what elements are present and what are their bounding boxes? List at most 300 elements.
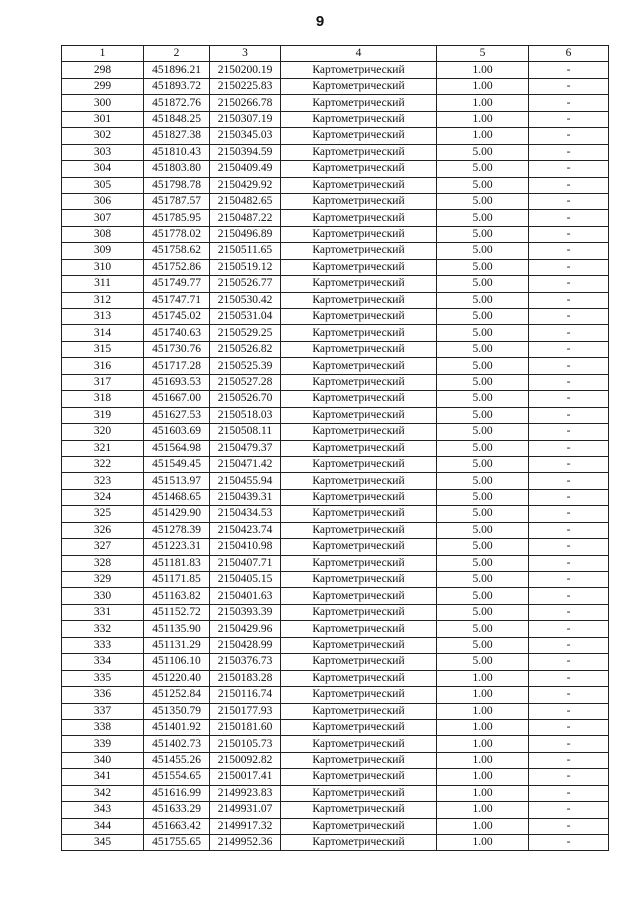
table-row	[62, 276, 609, 292]
point-number-cell: 311	[62, 276, 144, 292]
point-number-cell: 327	[62, 539, 144, 555]
y-coordinate-cell: 2150307.19	[210, 111, 281, 127]
method-cell: Картометрический	[281, 358, 437, 374]
accuracy-cell: 5.00	[437, 539, 529, 555]
method-cell: Картометрический	[281, 835, 437, 851]
note-cell: -	[529, 424, 609, 440]
accuracy-cell: 1.00	[437, 835, 529, 851]
y-coordinate-cell: 2150092.82	[210, 752, 281, 768]
y-coordinate-cell: 2150519.12	[210, 259, 281, 275]
table-row	[62, 292, 609, 308]
accuracy-cell: 5.00	[437, 259, 529, 275]
accuracy-cell: 5.00	[437, 555, 529, 571]
note-cell: -	[529, 259, 609, 275]
point-number-cell: 337	[62, 703, 144, 719]
point-number-cell: 312	[62, 292, 144, 308]
x-coordinate-cell: 451787.57	[144, 193, 210, 209]
method-cell: Картометрический	[281, 226, 437, 242]
method-cell: Картометрический	[281, 78, 437, 94]
note-cell: -	[529, 637, 609, 653]
note-cell: -	[529, 292, 609, 308]
accuracy-cell: 5.00	[437, 621, 529, 637]
accuracy-cell: 5.00	[437, 177, 529, 193]
method-cell: Картометрический	[281, 736, 437, 752]
accuracy-cell: 1.00	[437, 752, 529, 768]
x-coordinate-cell: 451603.69	[144, 424, 210, 440]
method-cell: Картометрический	[281, 719, 437, 735]
note-cell: -	[529, 473, 609, 489]
method-cell: Картометрический	[281, 703, 437, 719]
accuracy-cell: 5.00	[437, 144, 529, 160]
table-row	[62, 407, 609, 423]
y-coordinate-cell: 2150181.60	[210, 719, 281, 735]
table-row	[62, 835, 609, 851]
y-coordinate-cell: 2150526.70	[210, 391, 281, 407]
x-coordinate-cell: 451468.65	[144, 489, 210, 505]
x-coordinate-cell: 451896.21	[144, 62, 210, 78]
accuracy-cell: 5.00	[437, 473, 529, 489]
note-cell: -	[529, 539, 609, 555]
x-coordinate-cell: 451163.82	[144, 588, 210, 604]
accuracy-cell: 5.00	[437, 489, 529, 505]
y-coordinate-cell: 2150428.99	[210, 637, 281, 653]
table-row	[62, 325, 609, 341]
note-cell: -	[529, 161, 609, 177]
method-cell: Картометрический	[281, 522, 437, 538]
y-coordinate-cell: 2150526.82	[210, 341, 281, 357]
note-cell: -	[529, 572, 609, 588]
x-coordinate-cell: 451549.45	[144, 456, 210, 472]
y-coordinate-cell: 2150525.39	[210, 358, 281, 374]
y-coordinate-cell: 2150527.28	[210, 374, 281, 390]
note-cell: -	[529, 358, 609, 374]
accuracy-cell: 1.00	[437, 719, 529, 735]
method-cell: Картометрический	[281, 210, 437, 226]
note-cell: -	[529, 802, 609, 818]
y-coordinate-cell: 2150183.28	[210, 670, 281, 686]
accuracy-cell: 5.00	[437, 572, 529, 588]
note-cell: -	[529, 78, 609, 94]
x-coordinate-cell: 451755.65	[144, 835, 210, 851]
note-cell: -	[529, 785, 609, 801]
method-cell: Картометрический	[281, 292, 437, 308]
table-row	[62, 489, 609, 505]
point-number-cell: 310	[62, 259, 144, 275]
x-coordinate-cell: 451131.29	[144, 637, 210, 653]
note-cell: -	[529, 588, 609, 604]
point-number-cell: 305	[62, 177, 144, 193]
x-coordinate-cell: 451223.31	[144, 539, 210, 555]
y-coordinate-cell: 2150405.15	[210, 572, 281, 588]
accuracy-cell: 1.00	[437, 111, 529, 127]
table-row	[62, 506, 609, 522]
accuracy-cell: 1.00	[437, 62, 529, 78]
table-row	[62, 243, 609, 259]
x-coordinate-cell: 451893.72	[144, 78, 210, 94]
note-cell: -	[529, 752, 609, 768]
note-cell: -	[529, 243, 609, 259]
table-row	[62, 259, 609, 275]
accuracy-cell: 5.00	[437, 588, 529, 604]
x-coordinate-cell: 451785.95	[144, 210, 210, 226]
y-coordinate-cell: 2150487.22	[210, 210, 281, 226]
table-row	[62, 621, 609, 637]
method-cell: Картометрический	[281, 604, 437, 620]
column-header: 2	[144, 46, 210, 62]
point-number-cell: 316	[62, 358, 144, 374]
point-number-cell: 345	[62, 835, 144, 851]
note-cell: -	[529, 621, 609, 637]
method-cell: Картометрический	[281, 259, 437, 275]
note-cell: -	[529, 604, 609, 620]
note-cell: -	[529, 309, 609, 325]
x-coordinate-cell: 451745.02	[144, 309, 210, 325]
point-number-cell: 333	[62, 637, 144, 653]
method-cell: Картометрический	[281, 243, 437, 259]
method-cell: Картометрический	[281, 424, 437, 440]
x-coordinate-cell: 451564.98	[144, 440, 210, 456]
table-row	[62, 539, 609, 555]
method-cell: Картометрический	[281, 193, 437, 209]
table-row	[62, 572, 609, 588]
table-row	[62, 604, 609, 620]
x-coordinate-cell: 451171.85	[144, 572, 210, 588]
x-coordinate-cell: 451633.29	[144, 802, 210, 818]
coordinates-table	[61, 45, 609, 851]
point-number-cell: 343	[62, 802, 144, 818]
x-coordinate-cell: 451252.84	[144, 687, 210, 703]
table-row	[62, 424, 609, 440]
table-row	[62, 818, 609, 834]
method-cell: Картометрический	[281, 62, 437, 78]
table-row	[62, 670, 609, 686]
table-row	[62, 374, 609, 390]
point-number-cell: 326	[62, 522, 144, 538]
point-number-cell: 322	[62, 456, 144, 472]
note-cell: -	[529, 687, 609, 703]
table-row	[62, 144, 609, 160]
note-cell: -	[529, 62, 609, 78]
method-cell: Картометрический	[281, 769, 437, 785]
table-row	[62, 802, 609, 818]
y-coordinate-cell: 2150508.11	[210, 424, 281, 440]
table-row	[62, 588, 609, 604]
note-cell: -	[529, 555, 609, 571]
y-coordinate-cell: 2150376.73	[210, 654, 281, 670]
table-header-row	[62, 46, 609, 62]
point-number-cell: 335	[62, 670, 144, 686]
method-cell: Картометрический	[281, 785, 437, 801]
note-cell: -	[529, 144, 609, 160]
point-number-cell: 323	[62, 473, 144, 489]
point-number-cell: 307	[62, 210, 144, 226]
x-coordinate-cell: 451827.38	[144, 128, 210, 144]
note-cell: -	[529, 111, 609, 127]
x-coordinate-cell: 451152.72	[144, 604, 210, 620]
x-coordinate-cell: 451667.00	[144, 391, 210, 407]
table-row	[62, 637, 609, 653]
note-cell: -	[529, 193, 609, 209]
y-coordinate-cell: 2150511.65	[210, 243, 281, 259]
accuracy-cell: 5.00	[437, 161, 529, 177]
accuracy-cell: 1.00	[437, 95, 529, 111]
note-cell: -	[529, 670, 609, 686]
column-header: 4	[281, 46, 437, 62]
point-number-cell: 309	[62, 243, 144, 259]
x-coordinate-cell: 451278.39	[144, 522, 210, 538]
accuracy-cell: 5.00	[437, 424, 529, 440]
x-coordinate-cell: 451810.43	[144, 144, 210, 160]
table-row	[62, 309, 609, 325]
accuracy-cell: 5.00	[437, 243, 529, 259]
x-coordinate-cell: 451350.79	[144, 703, 210, 719]
table-row	[62, 703, 609, 719]
point-number-cell: 334	[62, 654, 144, 670]
point-number-cell: 304	[62, 161, 144, 177]
x-coordinate-cell: 451455.26	[144, 752, 210, 768]
accuracy-cell: 5.00	[437, 226, 529, 242]
note-cell: -	[529, 341, 609, 357]
accuracy-cell: 5.00	[437, 456, 529, 472]
y-coordinate-cell: 2150394.59	[210, 144, 281, 160]
y-coordinate-cell: 2150479.37	[210, 440, 281, 456]
point-number-cell: 315	[62, 341, 144, 357]
note-cell: -	[529, 276, 609, 292]
table-row	[62, 111, 609, 127]
x-coordinate-cell: 451220.40	[144, 670, 210, 686]
point-number-cell: 308	[62, 226, 144, 242]
table-row	[62, 719, 609, 735]
accuracy-cell: 1.00	[437, 687, 529, 703]
method-cell: Картометрический	[281, 325, 437, 341]
method-cell: Картометрический	[281, 489, 437, 505]
y-coordinate-cell: 2150200.19	[210, 62, 281, 78]
x-coordinate-cell: 451778.02	[144, 226, 210, 242]
x-coordinate-cell: 451803.80	[144, 161, 210, 177]
method-cell: Картометрический	[281, 440, 437, 456]
method-cell: Картометрический	[281, 506, 437, 522]
y-coordinate-cell: 2150017.41	[210, 769, 281, 785]
point-number-cell: 331	[62, 604, 144, 620]
x-coordinate-cell: 451402.73	[144, 736, 210, 752]
y-coordinate-cell: 2150482.65	[210, 193, 281, 209]
note-cell: -	[529, 769, 609, 785]
table-row	[62, 193, 609, 209]
method-cell: Картометрический	[281, 670, 437, 686]
accuracy-cell: 5.00	[437, 210, 529, 226]
method-cell: Картометрический	[281, 572, 437, 588]
point-number-cell: 332	[62, 621, 144, 637]
accuracy-cell: 5.00	[437, 325, 529, 341]
table-row	[62, 522, 609, 538]
x-coordinate-cell: 451848.25	[144, 111, 210, 127]
point-number-cell: 325	[62, 506, 144, 522]
method-cell: Картометрический	[281, 621, 437, 637]
y-coordinate-cell: 2150225.83	[210, 78, 281, 94]
x-coordinate-cell: 451749.77	[144, 276, 210, 292]
method-cell: Картометрический	[281, 144, 437, 160]
accuracy-cell: 5.00	[437, 522, 529, 538]
point-number-cell: 318	[62, 391, 144, 407]
y-coordinate-cell: 2150439.31	[210, 489, 281, 505]
table-row	[62, 210, 609, 226]
method-cell: Картометрический	[281, 161, 437, 177]
method-cell: Картометрический	[281, 654, 437, 670]
y-coordinate-cell: 2150409.49	[210, 161, 281, 177]
note-cell: -	[529, 703, 609, 719]
note-cell: -	[529, 456, 609, 472]
accuracy-cell: 5.00	[437, 604, 529, 620]
table-row	[62, 456, 609, 472]
point-number-cell: 313	[62, 309, 144, 325]
note-cell: -	[529, 325, 609, 341]
y-coordinate-cell: 2149931.07	[210, 802, 281, 818]
accuracy-cell: 1.00	[437, 670, 529, 686]
point-number-cell: 300	[62, 95, 144, 111]
x-coordinate-cell: 451758.62	[144, 243, 210, 259]
point-number-cell: 301	[62, 111, 144, 127]
table-row	[62, 226, 609, 242]
method-cell: Картометрический	[281, 588, 437, 604]
accuracy-cell: 5.00	[437, 391, 529, 407]
note-cell: -	[529, 719, 609, 735]
column-header: 6	[529, 46, 609, 62]
note-cell: -	[529, 226, 609, 242]
accuracy-cell: 5.00	[437, 309, 529, 325]
point-number-cell: 341	[62, 769, 144, 785]
y-coordinate-cell: 2150471.42	[210, 456, 281, 472]
accuracy-cell: 1.00	[437, 769, 529, 785]
y-coordinate-cell: 2150518.03	[210, 407, 281, 423]
method-cell: Картометрический	[281, 309, 437, 325]
note-cell: -	[529, 391, 609, 407]
x-coordinate-cell: 451717.28	[144, 358, 210, 374]
accuracy-cell: 5.00	[437, 374, 529, 390]
method-cell: Картометрический	[281, 276, 437, 292]
accuracy-cell: 1.00	[437, 128, 529, 144]
point-number-cell: 319	[62, 407, 144, 423]
point-number-cell: 328	[62, 555, 144, 571]
x-coordinate-cell: 451740.63	[144, 325, 210, 341]
method-cell: Картометрический	[281, 128, 437, 144]
y-coordinate-cell: 2150429.96	[210, 621, 281, 637]
accuracy-cell: 1.00	[437, 736, 529, 752]
method-cell: Картометрический	[281, 802, 437, 818]
note-cell: -	[529, 835, 609, 851]
y-coordinate-cell: 2150531.04	[210, 309, 281, 325]
accuracy-cell: 1.00	[437, 818, 529, 834]
x-coordinate-cell: 451181.83	[144, 555, 210, 571]
point-number-cell: 321	[62, 440, 144, 456]
point-number-cell: 330	[62, 588, 144, 604]
y-coordinate-cell: 2150393.39	[210, 604, 281, 620]
y-coordinate-cell: 2150410.98	[210, 539, 281, 555]
point-number-cell: 344	[62, 818, 144, 834]
method-cell: Картометрический	[281, 95, 437, 111]
x-coordinate-cell: 451554.65	[144, 769, 210, 785]
point-number-cell: 302	[62, 128, 144, 144]
y-coordinate-cell: 2150116.74	[210, 687, 281, 703]
point-number-cell: 320	[62, 424, 144, 440]
note-cell: -	[529, 654, 609, 670]
y-coordinate-cell: 2150407.71	[210, 555, 281, 571]
note-cell: -	[529, 818, 609, 834]
y-coordinate-cell: 2150345.03	[210, 128, 281, 144]
accuracy-cell: 5.00	[437, 506, 529, 522]
note-cell: -	[529, 489, 609, 505]
method-cell: Картометрический	[281, 407, 437, 423]
y-coordinate-cell: 2150429.92	[210, 177, 281, 193]
point-number-cell: 299	[62, 78, 144, 94]
table-row	[62, 736, 609, 752]
column-header: 3	[210, 46, 281, 62]
note-cell: -	[529, 736, 609, 752]
accuracy-cell: 5.00	[437, 440, 529, 456]
y-coordinate-cell: 2150455.94	[210, 473, 281, 489]
y-coordinate-cell: 2150266.78	[210, 95, 281, 111]
table-row	[62, 752, 609, 768]
method-cell: Картометрический	[281, 637, 437, 653]
accuracy-cell: 1.00	[437, 785, 529, 801]
table-row	[62, 769, 609, 785]
table-row	[62, 687, 609, 703]
note-cell: -	[529, 374, 609, 390]
point-number-cell: 336	[62, 687, 144, 703]
point-number-cell: 314	[62, 325, 144, 341]
page-number: 9	[315, 13, 325, 30]
point-number-cell: 306	[62, 193, 144, 209]
point-number-cell: 317	[62, 374, 144, 390]
note-cell: -	[529, 407, 609, 423]
x-coordinate-cell: 451752.86	[144, 259, 210, 275]
accuracy-cell: 1.00	[437, 703, 529, 719]
point-number-cell: 324	[62, 489, 144, 505]
table-row	[62, 391, 609, 407]
table-row	[62, 654, 609, 670]
x-coordinate-cell: 451872.76	[144, 95, 210, 111]
note-cell: -	[529, 440, 609, 456]
method-cell: Картометрический	[281, 473, 437, 489]
table-row	[62, 78, 609, 94]
method-cell: Картометрический	[281, 752, 437, 768]
x-coordinate-cell: 451616.99	[144, 785, 210, 801]
note-cell: -	[529, 522, 609, 538]
accuracy-cell: 5.00	[437, 193, 529, 209]
x-coordinate-cell: 451663.42	[144, 818, 210, 834]
note-cell: -	[529, 506, 609, 522]
x-coordinate-cell: 451693.53	[144, 374, 210, 390]
x-coordinate-cell: 451747.71	[144, 292, 210, 308]
x-coordinate-cell: 451429.90	[144, 506, 210, 522]
y-coordinate-cell: 2150177.93	[210, 703, 281, 719]
method-cell: Картометрический	[281, 177, 437, 193]
table-row	[62, 62, 609, 78]
method-cell: Картометрический	[281, 374, 437, 390]
y-coordinate-cell: 2149923.83	[210, 785, 281, 801]
note-cell: -	[529, 177, 609, 193]
accuracy-cell: 5.00	[437, 654, 529, 670]
method-cell: Картометрический	[281, 687, 437, 703]
accuracy-cell: 5.00	[437, 341, 529, 357]
y-coordinate-cell: 2149952.36	[210, 835, 281, 851]
table-row	[62, 341, 609, 357]
note-cell: -	[529, 95, 609, 111]
method-cell: Картометрический	[281, 341, 437, 357]
x-coordinate-cell: 451513.97	[144, 473, 210, 489]
y-coordinate-cell: 2150434.53	[210, 506, 281, 522]
y-coordinate-cell: 2150496.89	[210, 226, 281, 242]
x-coordinate-cell: 451106.10	[144, 654, 210, 670]
